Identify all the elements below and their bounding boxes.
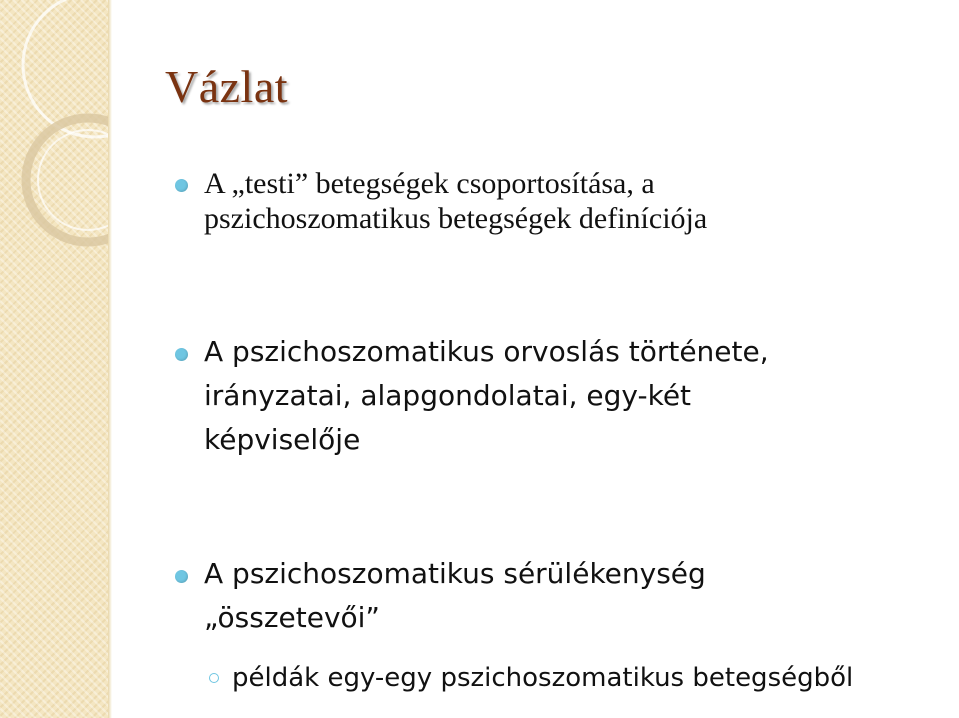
decorative-circles-graphic bbox=[0, 0, 110, 718]
sub-bullet-text: példák egy-egy pszichoszomatikus betegségből bbox=[232, 663, 854, 693]
bullet-dot-icon bbox=[175, 179, 188, 192]
bullet-item-2 bbox=[175, 330, 935, 462]
bullet-text bbox=[204, 552, 935, 640]
slide-title: Vázlat bbox=[165, 61, 289, 112]
bullet-dot-icon bbox=[175, 348, 188, 361]
bullet-item-1 bbox=[175, 166, 935, 236]
bullet-line: „összetevői” bbox=[204, 601, 380, 634]
sub-bullet-item bbox=[209, 658, 954, 698]
bullet-item-3 bbox=[175, 552, 935, 640]
bullet-dot-icon bbox=[175, 570, 188, 583]
sub-bullet-ring-icon bbox=[209, 673, 219, 683]
bullet-line: képviselője bbox=[204, 423, 361, 456]
bullet-text bbox=[204, 330, 935, 462]
decorative-side-strip bbox=[0, 0, 111, 718]
bullet-line: A „testi” betegségek csoportosítása, a bbox=[204, 167, 655, 200]
bullet-text bbox=[204, 166, 935, 236]
bullet-line: A pszichoszomatikus sérülékenység bbox=[204, 557, 706, 590]
bullet-line: A pszichoszomatikus orvoslás története, bbox=[204, 335, 769, 368]
side-strip-edge bbox=[108, 0, 112, 718]
bullet-line: irányzatai, alapgondolatai, egy-két bbox=[204, 379, 692, 412]
bullet-line: pszichoszomatikus betegségek definíciója bbox=[204, 202, 708, 235]
